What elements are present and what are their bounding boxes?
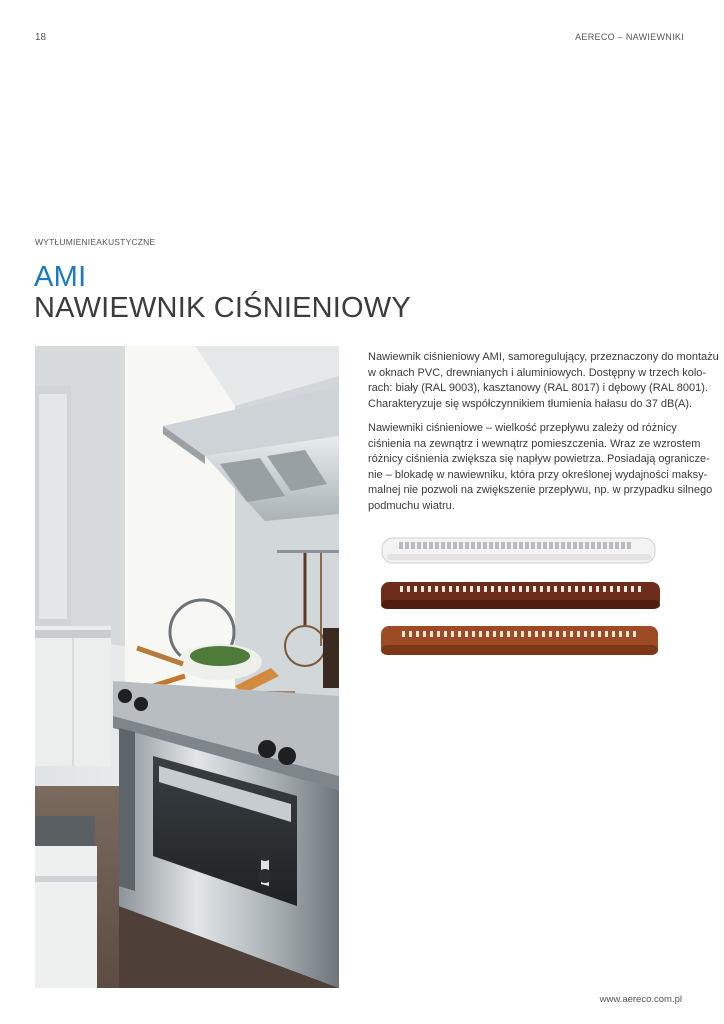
- vent-slot: [535, 631, 538, 637]
- vent-slot: [417, 542, 421, 549]
- vent-slot: [442, 586, 445, 592]
- running-head: AERECO – NAWIEWNIKI: [575, 32, 684, 42]
- vent-slot: [484, 586, 487, 592]
- vent-slot: [489, 542, 493, 549]
- vent-slot: [456, 586, 459, 592]
- vent-slot: [512, 586, 515, 592]
- vent-slot: [423, 542, 427, 549]
- vent-slot: [483, 542, 487, 549]
- vent-slot: [486, 631, 489, 637]
- vent-slot: [591, 631, 594, 637]
- vent-slot: [537, 542, 541, 549]
- vent-slot: [458, 631, 461, 637]
- text-line: podmuchu wiatru.: [368, 499, 455, 512]
- vent-slot: [459, 542, 463, 549]
- vent-slot: [567, 542, 571, 549]
- vent-slot: [577, 631, 580, 637]
- vent-slot: [528, 631, 531, 637]
- vent-slot: [477, 586, 480, 592]
- vent-slot: [542, 631, 545, 637]
- vent-slot: [579, 542, 583, 549]
- vent-slot: [525, 542, 529, 549]
- vent-slot: [617, 586, 620, 592]
- product-subtitle: NAWIEWNIK CIŚNIENIOWY: [34, 292, 411, 324]
- vent-slot: [570, 631, 573, 637]
- vent-slot: [610, 586, 613, 592]
- vent-slot: [435, 542, 439, 549]
- text-line: w oknach PVC, drewnianych i aluminiowych. Dostępny w trzech kolo-: [368, 366, 707, 379]
- vent-slot: [405, 542, 409, 549]
- vent-slot: [584, 631, 587, 637]
- vent-slot: [596, 586, 599, 592]
- vent-slot: [470, 586, 473, 592]
- vent-slot: [568, 586, 571, 592]
- vent-slot: [505, 586, 508, 592]
- vent-chestnut-image: [380, 580, 662, 612]
- vent-slot: [479, 631, 482, 637]
- vent-slot: [526, 586, 529, 592]
- vent-slot: [465, 542, 469, 549]
- vent-slot: [556, 631, 559, 637]
- vent-slot: [407, 586, 410, 592]
- text-line: różnicy ciśnienia zwiększa się napływ powietrza. Posiadają ogranicze-: [368, 453, 710, 465]
- vent-slot: [638, 586, 641, 592]
- vent-slot: [561, 542, 565, 549]
- vent-slot: [493, 631, 496, 637]
- vent-slot: [589, 586, 592, 592]
- vent-slot: [624, 586, 627, 592]
- vent-slot: [521, 631, 524, 637]
- vent-slot: [598, 631, 601, 637]
- product-description: [368, 350, 724, 412]
- vent-slot: [411, 542, 415, 549]
- vent-slot: [498, 586, 501, 592]
- vent-slot: [603, 542, 607, 549]
- vent-slot: [549, 542, 553, 549]
- vent-oak-image: [380, 624, 660, 658]
- vent-slot: [453, 542, 457, 549]
- vent-slot: [585, 542, 589, 549]
- text-line: Nawiewniki ciśnieniowe – wielkość przepływu zależy od różnicy: [368, 422, 677, 434]
- vent-slot: [501, 542, 505, 549]
- page-number: 18: [35, 32, 47, 43]
- product-title: AMI: [34, 261, 87, 293]
- vent-slot: [603, 586, 606, 592]
- vent-slot: [495, 542, 499, 549]
- vent-slot: [621, 542, 625, 549]
- vent-slot: [472, 631, 475, 637]
- vent-slot: [519, 586, 522, 592]
- vent-slot: [409, 631, 412, 637]
- text-line: malnej nie pozwoli na zwiększenie przepływu, np. w przypadku silnego: [368, 484, 713, 496]
- vent-slot: [555, 542, 559, 549]
- section-label: WYTŁUMIENIEAKUSTYCZNE: [35, 237, 156, 247]
- vent-slot: [549, 631, 552, 637]
- vent-slot: [514, 631, 517, 637]
- vent-slot: [563, 631, 566, 637]
- vent-slot: [519, 542, 523, 549]
- vent-slot: [533, 586, 536, 592]
- vent-slot: [507, 542, 511, 549]
- vent-slot: [402, 631, 405, 637]
- vent-slot: [626, 631, 629, 637]
- vent-slot: [414, 586, 417, 592]
- vent-slot: [449, 586, 452, 592]
- vent-slot: [513, 542, 517, 549]
- vent-slot: [428, 586, 431, 592]
- vent-slot: [561, 586, 564, 592]
- vent-slot: [597, 542, 601, 549]
- vent-slot: [540, 586, 543, 592]
- vent-slot: [543, 542, 547, 549]
- vent-slot: [573, 542, 577, 549]
- vent-slot: [435, 586, 438, 592]
- vent-slot: [465, 631, 468, 637]
- kitchen-photo: [35, 346, 339, 988]
- vent-slot: [441, 542, 445, 549]
- vent-slot: [531, 542, 535, 549]
- vent-slot: [416, 631, 419, 637]
- vent-slot: [612, 631, 615, 637]
- vent-slot: [547, 586, 550, 592]
- vent-slot: [423, 631, 426, 637]
- vent-slot: [507, 631, 510, 637]
- vent-slot: [477, 542, 481, 549]
- vent-slot: [429, 542, 433, 549]
- vent-slot: [421, 586, 424, 592]
- vent-slot: [582, 586, 585, 592]
- vent-slot: [447, 542, 451, 549]
- vent-slot: [591, 542, 595, 549]
- vent-slot: [615, 542, 619, 549]
- vent-slot: [437, 631, 440, 637]
- text-line: ciśnienia na zewnątrz i wewnątrz pomieszczenia. Wraz ze wzrostem: [368, 437, 701, 450]
- vent-slot: [430, 631, 433, 637]
- text-line: Nawiewnik ciśnieniowy AMI, samoregulujący, przeznaczony do montażu: [368, 351, 719, 363]
- pressure-vent-description: [368, 421, 724, 514]
- website-link[interactable]: www.aereco.com.pl: [599, 994, 682, 1005]
- vent-slot: [554, 586, 557, 592]
- vent-slot: [627, 542, 631, 549]
- vent-slot: [609, 542, 613, 549]
- vent-slot: [400, 586, 403, 592]
- vent-slot: [619, 631, 622, 637]
- text-line: Charakteryzuje się współczynnikiem tłumienia hałasu do 37 dB(A).: [368, 397, 693, 410]
- vent-slot: [463, 586, 466, 592]
- vent-slot: [471, 542, 475, 549]
- vent-slot: [491, 586, 494, 592]
- vent-slot: [451, 631, 454, 637]
- vent-white-image: [381, 536, 657, 566]
- vent-slot: [633, 631, 636, 637]
- vent-slot: [500, 631, 503, 637]
- vent-slot: [631, 586, 634, 592]
- vent-slot: [444, 631, 447, 637]
- text-line: nie – blokadę w nawiewniku, która przy określonej wydajności maksy-: [368, 468, 708, 481]
- vent-slot: [399, 542, 403, 549]
- vent-slot: [575, 586, 578, 592]
- text-line: rach: biały (RAL 9003), kasztanowy (RAL 8017) i dębowy (RAL 8001).: [368, 382, 708, 394]
- vent-slot: [605, 631, 608, 637]
